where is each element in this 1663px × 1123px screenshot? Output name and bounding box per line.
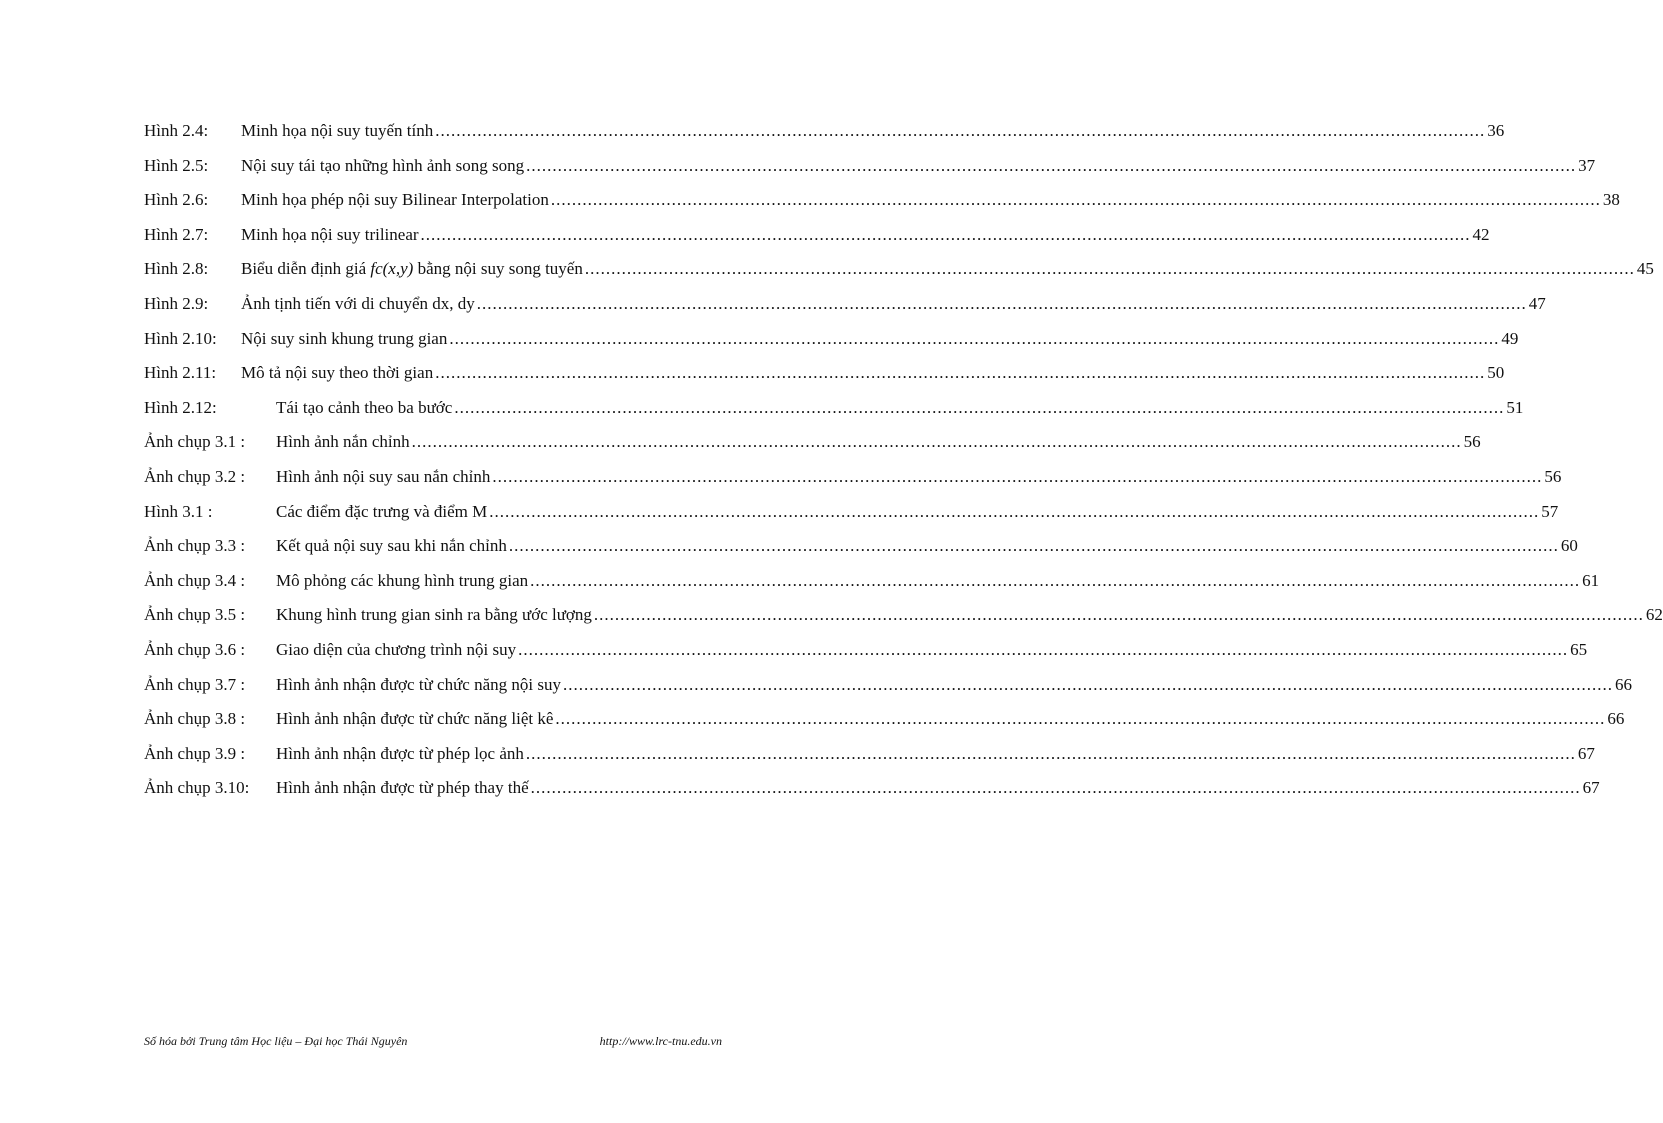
figure-label: Ảnh chụp 3.2 : (144, 466, 246, 486)
leader-dots: ........................................................................................................................................................................................................ (435, 363, 1486, 383)
page-number: 66 (1607, 709, 1625, 729)
leader-dots: ........................................................................................................................................................................................................ (435, 121, 1486, 140)
toc-entry[interactable] (144, 602, 1663, 637)
figure-title-prefix: Biểu diễn định giá (241, 259, 371, 279)
page-number: 37 (1578, 155, 1596, 175)
leader-dots: ........................................................................................................................................................................................................ (454, 397, 1505, 417)
page-number: 38 (1602, 190, 1620, 210)
toc-entry[interactable] (144, 637, 1588, 672)
page-number: 36 (1487, 121, 1505, 140)
figure-label: Hình 2.5: (144, 155, 209, 175)
toc-entry[interactable] (144, 533, 1578, 568)
page-number: 56 (1463, 432, 1481, 452)
leader-dots: ........................................................................................................................................................................................................ (508, 536, 1559, 556)
page-number: 49 (1501, 328, 1519, 348)
figure-title: Mô tả nội suy theo thời gian (241, 360, 435, 386)
leader-dots: ........................................................................................................................................................................................................ (526, 155, 1577, 175)
figure-label: Hình 2.4: (144, 121, 209, 140)
page-number: 57 (1541, 501, 1559, 521)
table-of-figures (144, 118, 1663, 810)
figure-title: Giao diện của chương trình nội suy (276, 637, 518, 663)
figure-label: Hình 2.6: (144, 190, 209, 210)
figure-title-suffix: bằng nội suy song tuyến (413, 259, 583, 279)
figure-label: Ảnh chụp 3.1 : (144, 432, 246, 452)
figure-label: Hình 2.12: (144, 397, 217, 417)
toc-entry[interactable] (144, 360, 1505, 395)
toc-entry[interactable] (144, 256, 1654, 291)
figure-title-formula: fc(x,y) (370, 259, 414, 279)
figure-label: Ảnh chụp 3.9 : (144, 743, 246, 763)
figure-title: Các điểm đặc trưng và điểm M (276, 499, 489, 525)
page-number: 67 (1577, 743, 1595, 763)
figure-title: Minh họa nội suy trilinear (241, 222, 421, 248)
figure-title: Hình ảnh nhận được từ chức năng nội suy (276, 672, 563, 698)
figure-title: Nội suy sinh khung trung gian (241, 326, 449, 352)
page-number: 61 (1582, 570, 1600, 590)
leader-dots: ........................................................................................................................................................................................................ (518, 639, 1569, 659)
footer-credit: Số hóa bởi Trung tâm Học liệu – Đại học Thái Nguyên (144, 1034, 408, 1048)
page-number: 42 (1472, 224, 1490, 244)
toc-entry[interactable] (144, 326, 1519, 361)
figure-label: Hình 2.8: (144, 259, 209, 279)
figure-label: Ảnh chụp 3.8 : (144, 709, 246, 729)
leader-dots: ........................................................................................................................................................................................................ (411, 432, 1462, 452)
leader-dots: ........................................................................................................................................................................................................ (593, 605, 1644, 625)
toc-entry[interactable] (144, 187, 1620, 222)
leader-dots: ........................................................................................................................................................................................................ (550, 190, 1601, 210)
figure-title: Mô phỏng các khung hình trung gian (276, 568, 530, 594)
page-number: 65 (1570, 639, 1588, 659)
figure-title: Minh họa nội suy tuyến tính (241, 118, 435, 144)
figure-label: Ảnh chụp 3.5 : (144, 605, 246, 625)
figure-label: Ảnh chụp 3.7 : (144, 674, 246, 694)
page-number: 62 (1645, 605, 1663, 625)
figure-label: Hình 2.9: (144, 293, 209, 313)
figure-title: Minh họa phép nội suy Bilinear Interpolation (241, 187, 551, 213)
figure-label: Hình 2.7: (144, 224, 209, 244)
figure-label: Ảnh chụp 3.6 : (144, 639, 246, 659)
page-number: 45 (1636, 259, 1654, 279)
page-number: 50 (1487, 363, 1505, 383)
page-number: 51 (1506, 397, 1524, 417)
figure-label: Ảnh chụp 3.4 : (144, 570, 246, 590)
figure-title: Tái tạo cảnh theo ba bước (276, 395, 454, 421)
figure-label: Hình 2.11: (144, 363, 217, 383)
toc-entry[interactable] (144, 429, 1481, 464)
figure-title: Hình ảnh nội suy sau nắn chỉnh (276, 464, 492, 490)
page-number: 67 (1582, 778, 1600, 798)
figure-title: Hình ảnh nhận được từ chức năng liệt kê (276, 706, 555, 732)
page-number: 66 (1614, 674, 1632, 694)
figure-label: Ảnh chụp 3.3 : (144, 536, 246, 556)
figure-title: Ảnh tịnh tiến với di chuyển dx, dy (241, 291, 477, 317)
toc-entry[interactable] (144, 153, 1596, 188)
figure-title: Khung hình trung gian sinh ra bằng ước lượng (276, 602, 594, 628)
leader-dots: ........................................................................................................................................................................................................ (492, 466, 1543, 486)
leader-dots: ........................................................................................................................................................................................................ (584, 259, 1635, 279)
leader-dots: ........................................................................................................................................................................................................ (562, 674, 1613, 694)
leader-dots: ........................................................................................................................................................................................................ (555, 709, 1606, 729)
leader-dots: ........................................................................................................................................................................................................ (476, 293, 1527, 313)
toc-entry[interactable] (144, 291, 1546, 326)
figure-title: Hình ảnh nhận được từ phép lọc ảnh (276, 741, 526, 767)
figure-title: Hình ảnh nhận được từ phép thay thế (276, 775, 531, 801)
footer-url[interactable]: http://www.lrc-tnu.edu.vn (599, 1034, 722, 1048)
figure-title: Kết quả nội suy sau khi nắn chỉnh (276, 533, 509, 559)
figure-label: Ảnh chụp 3.10: (144, 778, 250, 798)
leader-dots: ........................................................................................................................................................................................................ (420, 224, 1471, 244)
figure-title: Hình ảnh nắn chỉnh (276, 429, 412, 455)
leader-dots: ........................................................................................................................................................................................................ (530, 778, 1581, 798)
page-number: 47 (1528, 293, 1546, 313)
figure-title (241, 256, 585, 282)
toc-entry[interactable] (144, 464, 1562, 499)
toc-entry[interactable] (144, 672, 1632, 707)
toc-entry[interactable] (144, 706, 1625, 741)
leader-dots: ........................................................................................................................................................................................................ (530, 570, 1581, 590)
leader-dots: ........................................................................................................................................................................................................ (525, 743, 1576, 763)
toc-entry[interactable] (144, 395, 1524, 430)
toc-entry[interactable] (144, 741, 1595, 776)
figure-label: Hình 3.1 : (144, 501, 213, 521)
toc-entry[interactable] (144, 222, 1490, 257)
leader-dots: ........................................................................................................................................................................................................ (449, 328, 1500, 348)
leader-dots: ........................................................................................................................................................................................................ (489, 501, 1540, 521)
toc-entry[interactable] (144, 568, 1600, 603)
figure-title: Nội suy tái tạo những hình ảnh song song (241, 153, 526, 179)
figure-label: Hình 2.10: (144, 328, 217, 348)
page-number: 56 (1544, 466, 1562, 486)
page-number: 60 (1560, 536, 1578, 556)
toc-entry[interactable] (144, 118, 1505, 153)
toc-entry[interactable] (144, 499, 1559, 534)
toc-entry[interactable] (144, 775, 1600, 810)
